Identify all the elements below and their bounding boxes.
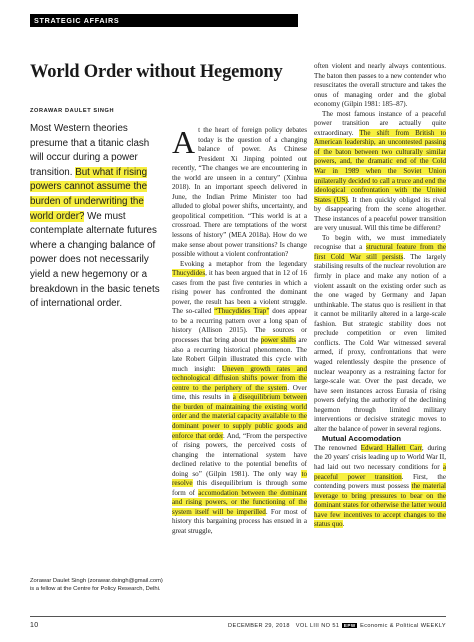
highlight: a peaceful power transition: [314, 462, 446, 481]
pull-quote-highlight: But what if rising powers cannot assume the burden of underwriting the world order?: [30, 166, 148, 222]
paragraph: [314, 234, 446, 434]
highlight: “Thucydides Trap”: [214, 307, 270, 316]
section-tag: STRATEGIC AFFAIRS: [30, 14, 298, 27]
drop-cap: A: [172, 124, 196, 160]
issue-volume: VOL LIII NO 51: [295, 623, 340, 629]
highlight: power shifts: [260, 336, 297, 345]
paragraph: [314, 444, 446, 530]
section-subheading: Mutual Accomodation: [322, 434, 402, 444]
paragraph-text: . The largely stabilising results of the nuclear revolution are firmly in place and make any notion of a violent assault on the existing order such as the one waged by Germany and Japan unthinkable. The status quo is resilient in that it cannot be militarily altered in a large-scale fashion. But strategic stability does not preclude competition or even limited conflicts. The Cold War witnessed several armed, if proxy, confrontations that were waged relentlessly despite the presence of nuclear weaponry as a restraining factor for large-scale war. Over the past decade, we have seen instances across Eurasia of rising powers defying the authority of the declining hegemon through limited military interventions or decisive strategic moves to alter the balance of power in several regions.: [314, 252, 446, 433]
author-byline: ZORAWAR DAULET SINGH: [30, 108, 115, 114]
paragraph-text: , during the 20 years' crisis leading up to World War II, had laid out two necessary conditions for: [314, 443, 447, 471]
paragraph-text: t the heart of foreign policy debates today is the question of a changing balance of power. As Chinese President Xi Jinping pointed out recently, “The changes we are encountering in the world are unseen in a century” (Xinhua 2018). In an important speech delivered in June, the Indian Prime Minister too had alluded to global power shifts, uncertainty, and geopolitical competition. “This world is at a crossroad. There are temptations of the worst lessons of history” (MEA 2018a). How do we make sense about power transitions? Is change possible without a violent confrontation?: [172, 126, 307, 259]
body-column-middle: [172, 126, 307, 614]
highlight: Edward Hallett Carr: [360, 443, 422, 452]
highlight: to resolve: [172, 469, 307, 488]
highlight: Uneven growth rates and technological diffusion shifts power from the centre to the periphery of the system: [172, 364, 307, 392]
author-note: Zorawar Daulet Singh (zorawar.dsingh@gmail.com) is a fellow at the Centre for Policy Research, Delhi.: [30, 578, 163, 593]
body-column-right: [314, 62, 446, 614]
paragraph: [172, 260, 307, 537]
page-number: 10: [30, 622, 39, 629]
paragraph-text: . And, “From the perspective of rising powers, the perceived costs of changing the international system have declined relative to the potential benefits of doing so” (Gilpin 1981). The only way: [172, 431, 307, 478]
paragraph-text: The most famous instance of a peaceful power transition are actually quite extraordinary.: [314, 109, 446, 137]
footer-issue-info: [228, 623, 446, 629]
paragraph: often violent and nearly always contentious. The baton then passes to a new contender who resuscitates the overall structure and takes the onus of managing order and the global economy (Gilpin 1981: 185–87).: [314, 62, 446, 109]
paragraph: [314, 110, 446, 234]
pull-quote-text: Most Western theories presume that a titanic clash will occur during a power transition.: [30, 123, 150, 178]
paragraph-text: . First, the contending powers must possess: [314, 472, 446, 491]
pull-quote: [30, 122, 162, 310]
pull-quote-text: We must contemplate alternate futures where a changing balance of power does not necessarily yield a new hegemony or a breakdown in the basic tenets of international order.: [30, 210, 160, 310]
paragraph-text: Evoking a metaphor from the legendary: [180, 259, 307, 268]
footer-divider: [30, 616, 446, 617]
epw-logo-badge: EPW: [343, 623, 356, 628]
paragraph-text: . Over time, this results in: [172, 383, 307, 402]
paragraph-text: . For most of history this bargaining process has ensued in a great struggle,: [172, 507, 307, 535]
paragraph-text: .: [342, 520, 345, 529]
paragraph-text: To begin with, we must immediately recognise that a: [314, 233, 446, 252]
highlight: Thucydides: [172, 269, 206, 278]
paragraph-text: does appear to be a recurring pattern over a long span of history (Allison 2015). The sources or processes that bring about the: [172, 307, 307, 345]
highlight: a disequilibrium between the burden of maintaining the existing world order and the material capacity available to the dominant power to supply public goods and enforce that order: [172, 393, 307, 440]
paragraph-text: this disequilibrium is through some form of: [172, 479, 307, 497]
page-footer: [30, 622, 446, 632]
highlight: The shift from British to American leadership, an uncontested passing of the baton between two culturally similar powers, and, the dramatic end of the Cold War in 1989 when the Soviet Union unilaterally decided to call a truce and end the ideological confrontation with the United States (US): [314, 128, 446, 204]
article-headline: World Order without Hegemony: [30, 62, 283, 82]
paragraph-text: The renowned: [314, 443, 361, 452]
highlight: the material leverage to bring pressures to bear on the dominant states for otherwise the latter would have few incentives to accept changes to the status quo: [314, 482, 446, 529]
paragraph-text: , it has been argued that in 12 of 16 cases from the past five centuries in which a rising power has confronted the dominant power, the result has been a violent struggle. The so-called: [172, 269, 307, 316]
highlight: structural feature from the first Cold War still persists: [314, 243, 446, 261]
issue-date: DECEMBER 29, 2018: [228, 623, 290, 629]
paragraph-text: . It then quickly obliged its rival by disappearing from the scene altogether. These instances of a peaceful power transition are very unusual. Will this time be different?: [314, 195, 447, 233]
journal-name: Economic & Political WEEKLY: [360, 623, 446, 629]
highlight: accomodation between the dominant and rising powers, or the functioning of the system itself will be imperilled: [172, 488, 307, 516]
paragraph-text: are also a recurring historical phenomenon. The late Robert Gilpin illustrated this cycle with much insight:: [172, 336, 307, 373]
paragraph: [172, 126, 307, 260]
